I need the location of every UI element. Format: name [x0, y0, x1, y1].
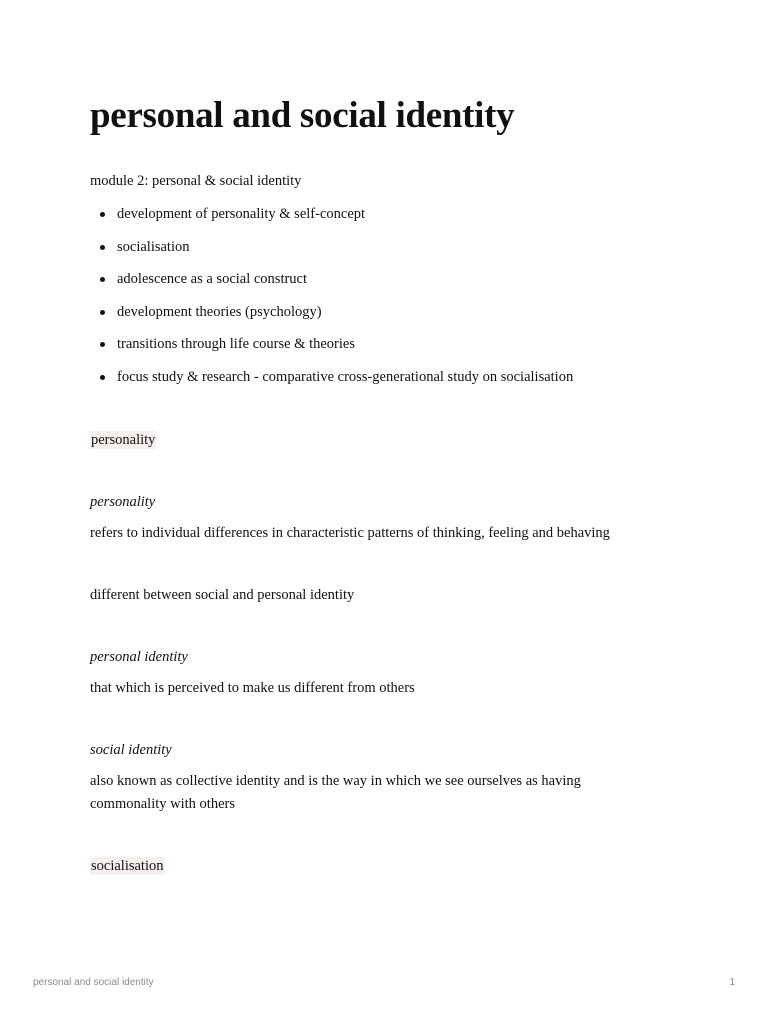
list-item	[90, 301, 573, 334]
definition-personal-identity: that which is perceived to make us different from others	[90, 680, 415, 696]
list-item-text: development theories (psychology)	[117, 303, 322, 320]
bullet-icon	[100, 277, 105, 282]
list-item	[90, 203, 573, 236]
section-heading-personality	[90, 429, 156, 452]
list-item-text: focus study & research - comparative cross-generational study on socialisation	[117, 368, 574, 385]
term-social-identity: social identity	[90, 742, 172, 758]
page-number: 1	[729, 977, 735, 988]
bullet-icon	[100, 212, 105, 217]
list-item-text: development of personality & self-concept	[117, 206, 366, 222]
definition-personality: refers to individual differences in characteristic patterns of thinking, feeling and behaving	[90, 525, 610, 541]
page-title: personal and social identity	[90, 95, 515, 136]
term-personal-identity: personal identity	[90, 649, 188, 665]
bullet-icon	[100, 245, 105, 250]
highlighted-text: personality	[91, 432, 156, 448]
footer-title: personal and social identity	[33, 977, 154, 988]
term-personality: personality	[90, 494, 156, 510]
bullet-icon	[100, 342, 105, 347]
list-item	[90, 236, 573, 269]
list-item	[90, 333, 573, 366]
difference-heading: different between social and personal identity	[90, 587, 355, 603]
section-heading-socialisation	[90, 855, 165, 878]
module-intro: module 2: personal & social identity	[90, 173, 302, 189]
list-item	[90, 366, 573, 399]
list-item	[90, 268, 573, 301]
bullet-icon	[100, 375, 105, 380]
list-item-text: socialisation	[117, 238, 190, 255]
list-item-text: transitions through life course & theories	[117, 336, 355, 353]
topic-list	[90, 203, 573, 399]
highlighted-text: socialisation	[91, 858, 164, 874]
bullet-icon	[100, 310, 105, 315]
list-item-text: adolescence as a social construct	[117, 271, 308, 288]
definition-social-identity: also known as collective identity and is the way in which we see ourselves as having commonality with others	[90, 773, 581, 812]
